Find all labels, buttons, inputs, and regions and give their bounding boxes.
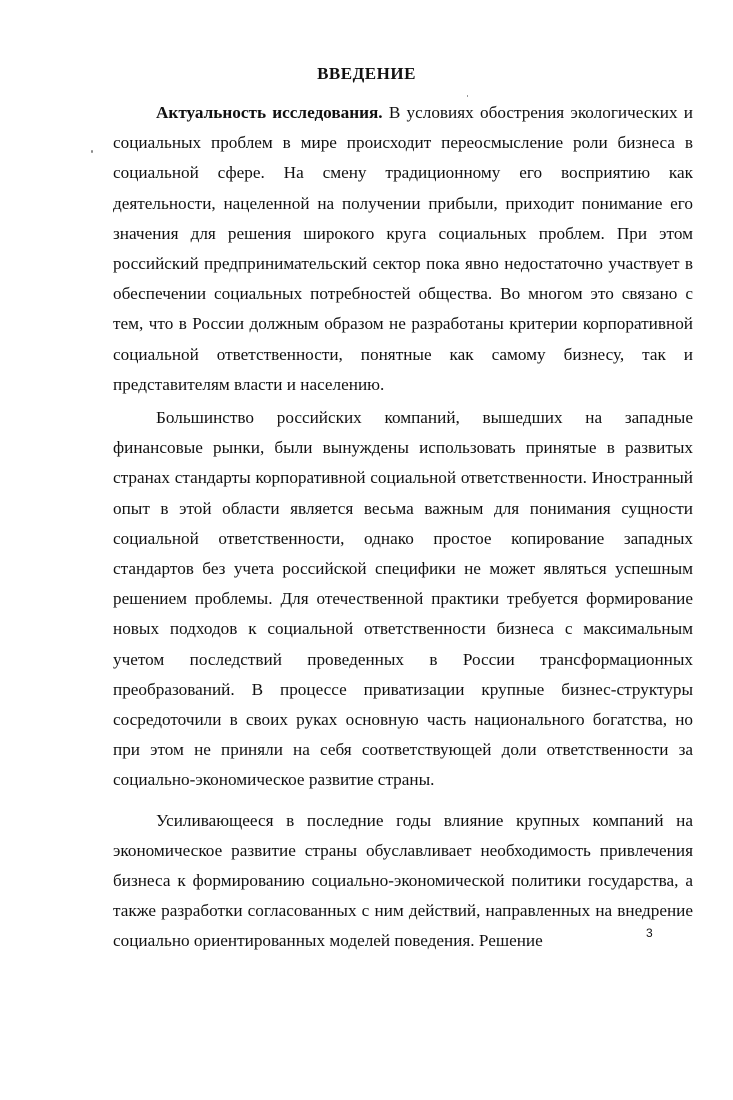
page-number: 3 <box>646 926 653 940</box>
paragraph-text: В условиях обострения экологических и социальных проблем в мире происходит переосмысление роли бизнеса в социальной сфере. На смену традиционному его восприятию как деятельности, нацеленной на получении прибыли, приходит понимание его значения для решения широкого круга социальных проблем. При этом российский предпринимательский сектор пока явно недостаточно участвует в обеспечении социальных потребностей общества. Во многом это связано с тем, что в России должным образом не разработаны критерии корпоративной социальной ответственности, понятные как самому бизнесу, так и представителям власти и населению. <box>113 103 693 394</box>
page-title: ВВЕДЕНИЕ <box>317 64 416 83</box>
document-body <box>113 98 693 957</box>
paragraph-foreign-standards: Большинство российских компаний, вышедших на западные финансовые рынки, были вынуждены использовать принятые в развитых странах стандарты корпоративной социальной ответственности. Иностранный опыт в этой области является весьма важным для понимания сущности социальной ответственности, однако простое копирование западных стандартов без учета российской специфики не может являться успешным решением проблемы. Для отечественной практики требуется формирование новых подходов к социальной ответственности бизнеса с максимальным учетом последствий проведенных в России трансформационных преобразований. В процессе приватизации крупные бизнес-структуры сосредоточили в своих руках основную часть национального богатства, но при этом не приняли на себя соответствующей доли ответственности за социально-экономическое развитие страны. <box>113 408 693 790</box>
paragraph-business-influence: Усиливающееся в последние годы влияние крупных компаний на экономическое развитие страны обуславливает необходимость привлечения бизнеса к формированию социально-экономической политики государства, а также разработки согласованных с ним действий, направленных на внедрение социально ориентированных моделей поведения. Решение <box>113 810 693 951</box>
scan-speck <box>91 150 93 153</box>
paragraph-lead: Актуальность исследования. <box>156 103 383 122</box>
paragraph-relevance <box>113 98 693 400</box>
scan-speck <box>467 95 468 97</box>
